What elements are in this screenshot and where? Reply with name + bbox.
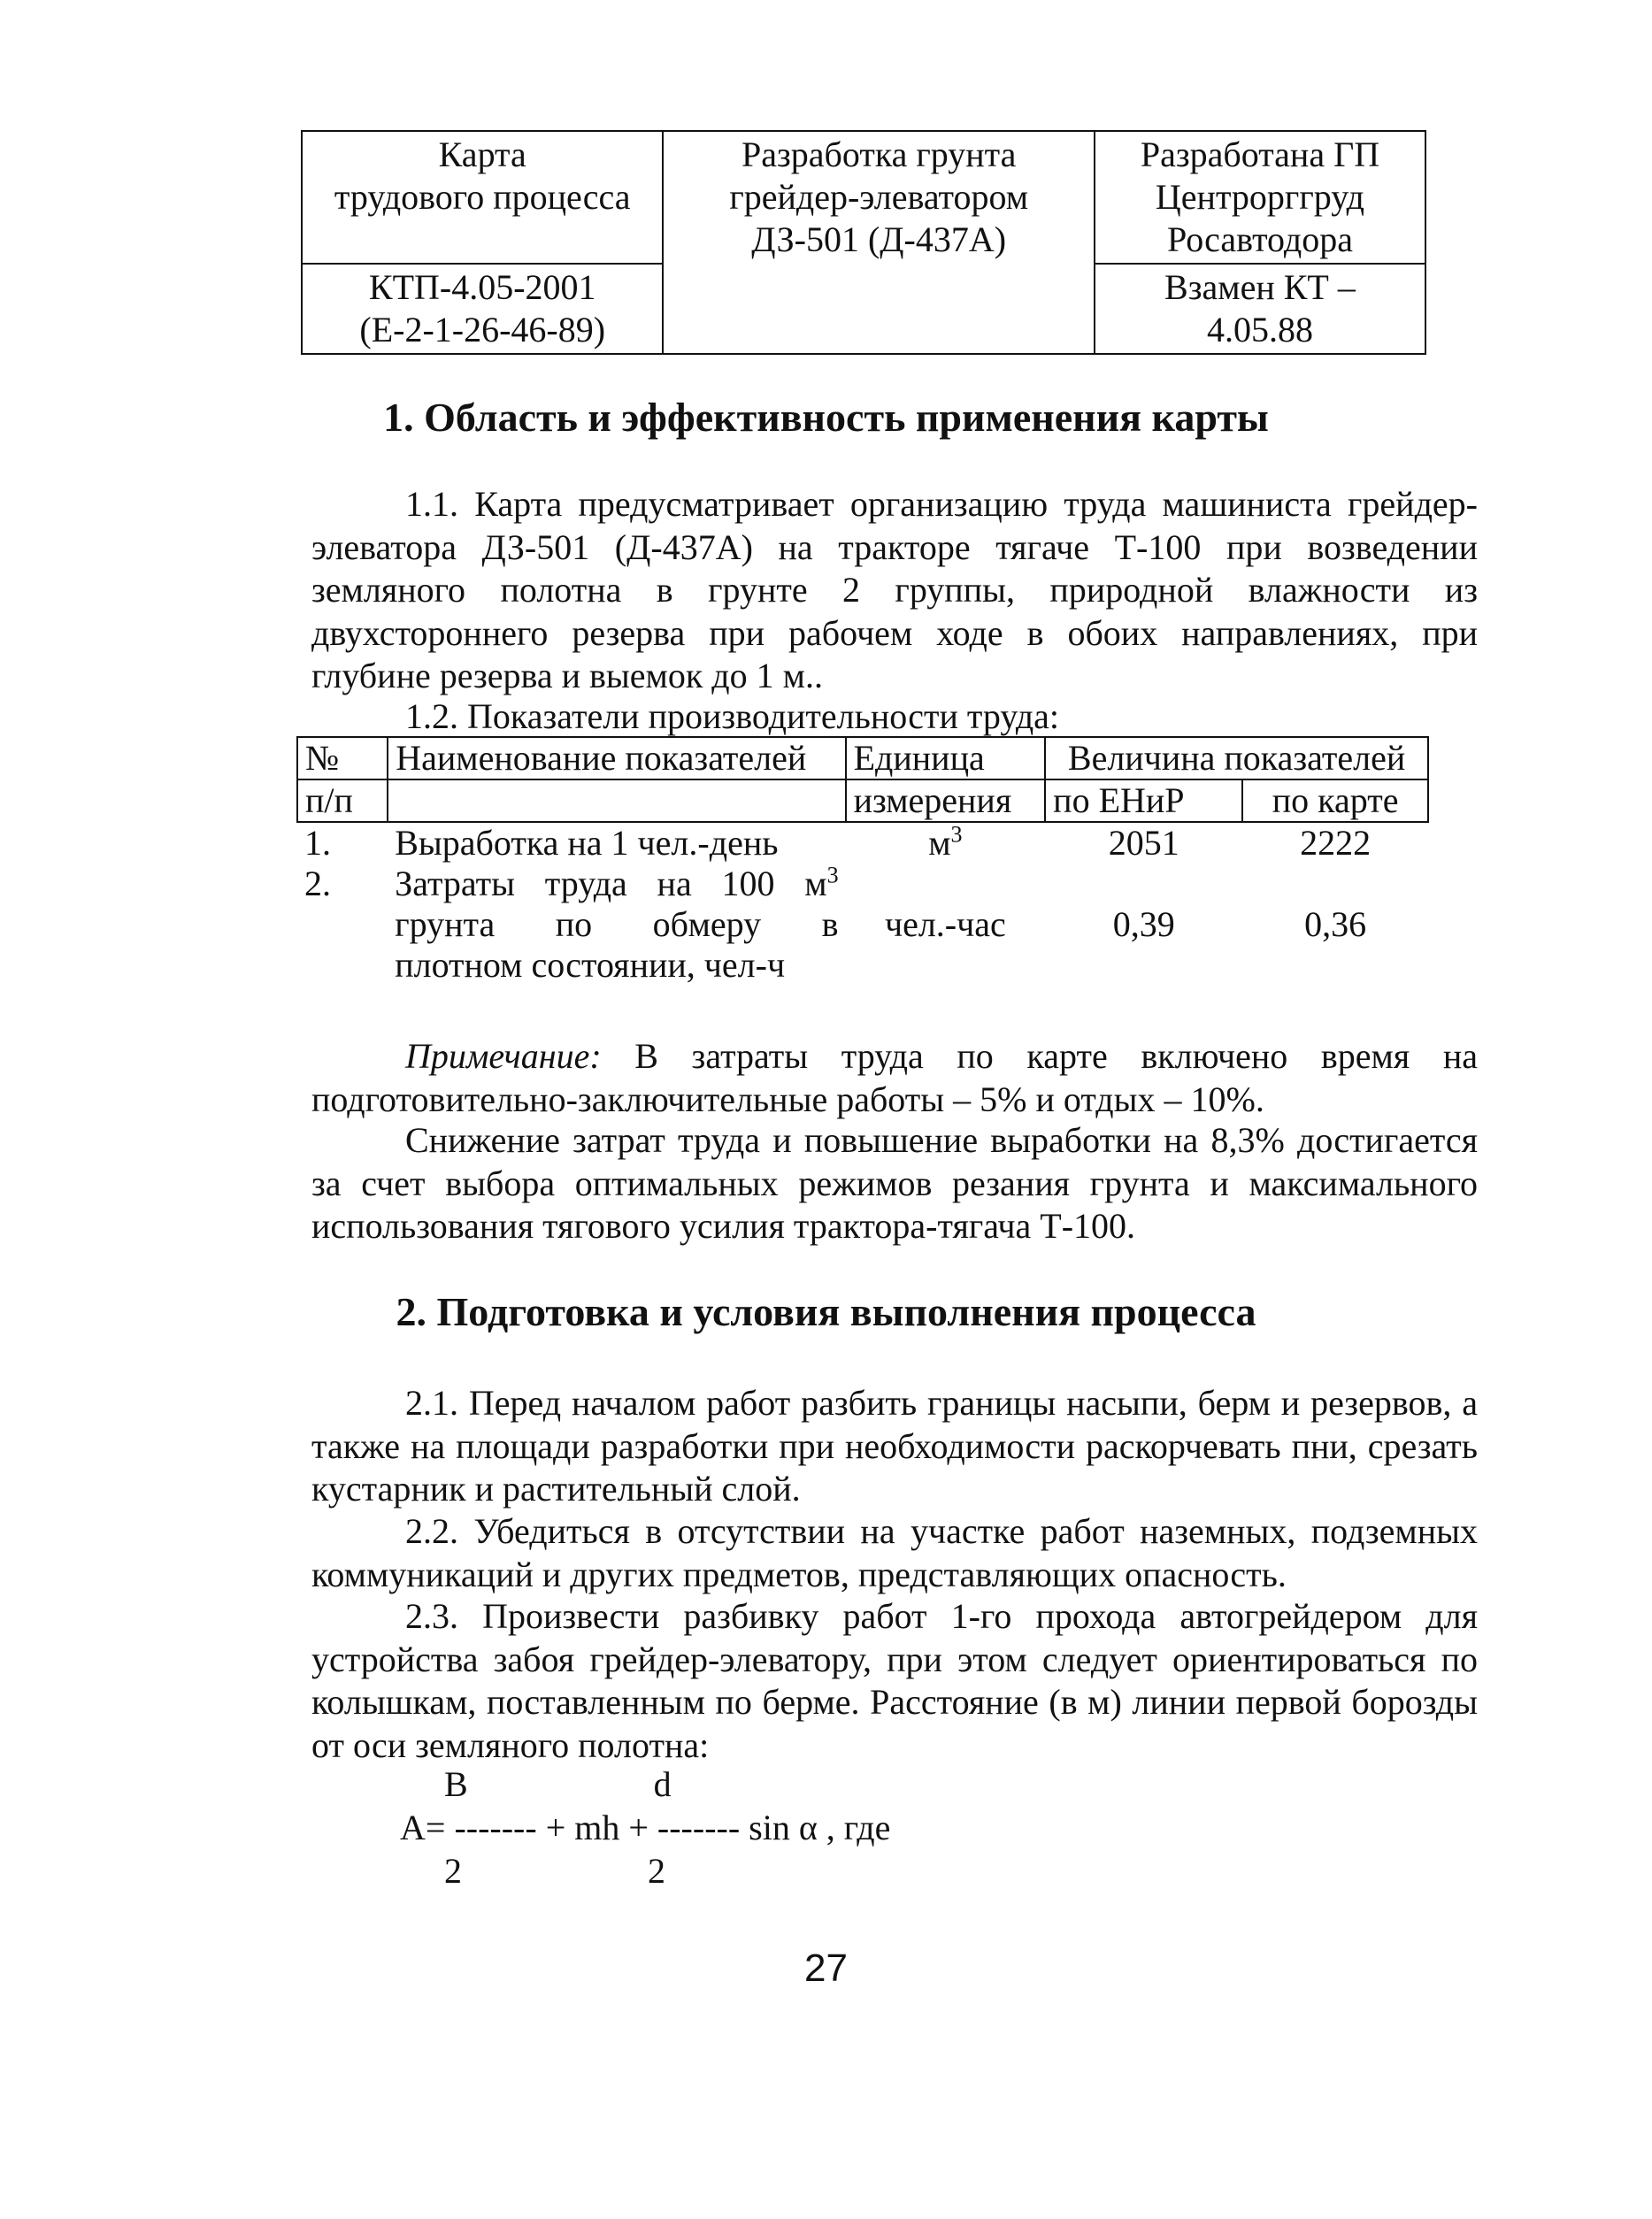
card-replaces-cell (1095, 264, 1425, 354)
row-2-name-sup: 3 (826, 862, 839, 888)
row-1-unit-sup: 3 (950, 821, 963, 848)
row-1-num: 1. (304, 823, 331, 863)
header-card-table (301, 130, 1426, 355)
section-1-paragraph-2: 1.2. Показатели производительности труда: (405, 696, 1060, 736)
card-author-line-2: Центрорггруд (1155, 177, 1365, 217)
row-2-name-line-3: плотном состоянии, чел-ч (395, 945, 786, 985)
indicators-header-row-1 (297, 737, 1428, 779)
row-1-unit-text: м (928, 823, 951, 863)
card-author-line-1: Разработана ГП (1140, 134, 1380, 174)
row-1-unit (846, 822, 1046, 864)
row-1-name: Выработка на 1 чел.-день (395, 823, 779, 863)
formula-main: A= ------- + mh + ------- sin α , где (400, 1808, 891, 1847)
section-2-paragraph-2: 2.2. Убедиться в отсутствии на участке работ наземных, подземных коммуникаций и других предметов, представляющих опасность. (311, 1511, 1478, 1594)
header-name: Наименование показателей (388, 737, 845, 779)
card-title-cell (302, 131, 663, 264)
formula-denominators: 2 2 (400, 1851, 665, 1891)
header-unit: Единица (846, 737, 1046, 779)
note-paragraph (311, 1035, 1478, 1121)
card-replaces-line-2: 4.05.88 (1206, 310, 1313, 349)
card-author-line-3: Росавтодора (1166, 219, 1353, 259)
card-code-line-1: КТП-4.05-2001 (368, 267, 596, 307)
header-num-2: п/п (297, 779, 388, 822)
indicators-table (296, 736, 1429, 986)
note-text: В затраты труда по карте включено время на подготовительно-заключительные работы – 5% и отдых – 10%. (311, 1036, 1478, 1119)
card-replaces-line-1: Взамен КТ – (1164, 267, 1356, 307)
header-values: Величина показателей (1045, 737, 1428, 779)
card-subject-line-3: ДЗ-501 (Д-437А) (751, 219, 1007, 259)
header-num: № (297, 737, 388, 779)
card-subject-cell (663, 131, 1095, 354)
card-author-cell (1095, 131, 1425, 264)
row-2-num: 2. (304, 864, 331, 903)
row-2-name-line-2: грунта по обмеру в (395, 904, 839, 944)
row-2-name-line-1-text: Затраты труда на 100 м (395, 864, 827, 903)
page-number: 27 (804, 1946, 848, 1990)
row-1-value-enir: 2051 (1108, 823, 1179, 863)
row-2-value-card: 0,36 (1304, 904, 1367, 944)
header-value-enir: по ЕНиР (1045, 779, 1242, 822)
card-code-line-2: (Е-2-1-26-46-89) (359, 310, 606, 349)
card-code-cell (302, 264, 663, 354)
indicators-header-row-2 (297, 779, 1428, 822)
indicator-row-2a (297, 864, 1428, 904)
header-name-empty (388, 779, 845, 822)
card-subject-line-1: Разработка грунта (741, 134, 1017, 174)
header-value-card: по карте (1242, 779, 1428, 822)
indicator-row-2b (297, 904, 1428, 945)
card-title-line-1: Карта (438, 134, 526, 174)
row-2-name-line-1 (388, 864, 845, 904)
indicator-row-2c (297, 945, 1428, 986)
card-title-line-2: трудового процесса (334, 177, 631, 217)
header-unit-2: измерения (846, 779, 1046, 822)
note-paragraph-2: Снижение затрат труда и повышение выработки на 8,3% достигается за счет выбора оптимальных режимов резания грунта и максимального использования тягового усилия трактора-тягача Т-100. (311, 1120, 1478, 1246)
section-2-title: 2. Подготовка и условия выполнения процесса (396, 1289, 1256, 1334)
section-1-paragraph-1: 1.1. Карта предусматривает организацию труда машиниста грейдер-элеватора ДЗ-501 (Д-437А) на тракторе тягаче Т-100 при возведении земляного полотна в грунте 2 группы, природной влажности из двухстороннего резерва при рабочем ходе в обоих направлениях, при глубине резерва и выемок до 1 м.. (311, 484, 1478, 695)
section-2-paragraph-1: 2.1. Перед началом работ разбить границы насыпи, берм и резервов, а также на площади разработки при необходимости раскорчевать пни, срезать кустарник и растительный слой. (311, 1383, 1478, 1509)
formula-numerators: B d (400, 1764, 672, 1804)
row-1-value-card: 2222 (1300, 823, 1372, 863)
row-2-unit: чел.-час (884, 904, 1006, 944)
section-2-paragraph-3: 2.3. Произвести разбивку работ 1-го прохода автогрейдером для устройства забоя грейдер-элеватору, при этом следует ориентироваться по колышкам, поставленным по берме. Расстояние (в м) линии первой борозды от оси земляного полотна: (311, 1596, 1478, 1765)
card-subject-line-2: грейдер-элеватором (729, 177, 1029, 217)
section-1-title: 1. Область и эффективность применения карты (383, 395, 1269, 440)
note-label: Примечание: (405, 1036, 602, 1076)
indicator-row-1 (297, 822, 1428, 864)
row-2-value-enir: 0,39 (1112, 904, 1175, 944)
